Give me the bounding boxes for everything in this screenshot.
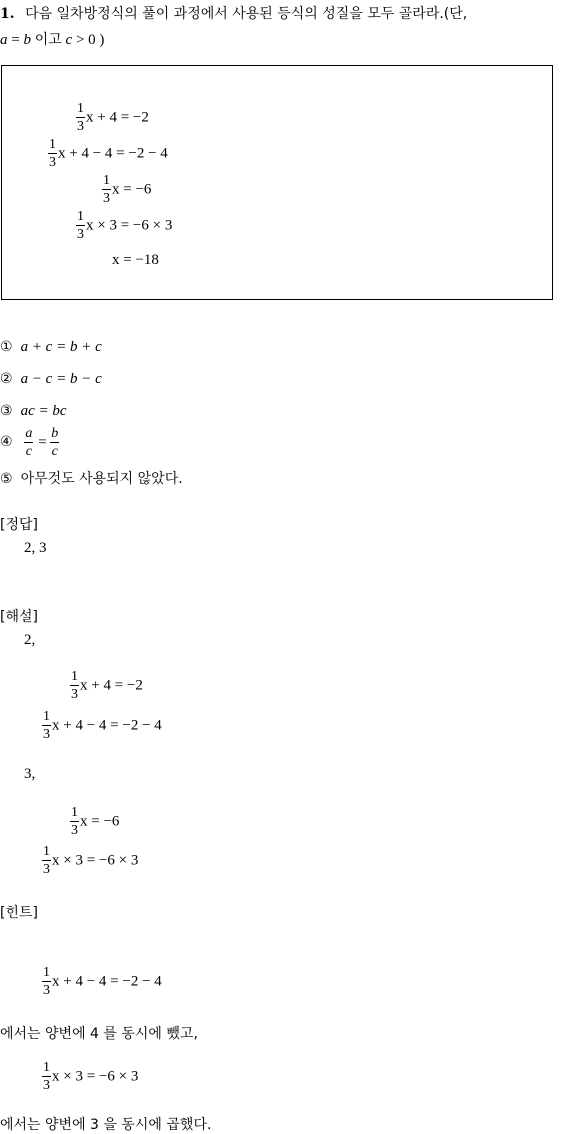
choice-expr: ac = bc xyxy=(20,403,67,419)
fraction-a-over-c: $\frac{a}{c}$ xyxy=(25,426,33,459)
explanation-eq-2b: $\frac{1}{3}$ x + 4 − 4 = −2 − 4 xyxy=(43,709,162,742)
choice-expr: a − c = b − c xyxy=(20,371,102,387)
box-step-1 xyxy=(76,102,149,134)
choice-5 xyxy=(0,468,183,488)
explanation-label-3: 3, xyxy=(24,766,36,782)
fraction-one-third: $\frac{1}{3}$ xyxy=(43,1060,50,1093)
hint-eq-2: $\frac{1}{3}$ x × 3 = −6 × 3 xyxy=(43,1060,139,1093)
question-number: 1. xyxy=(0,6,15,22)
box-step-2-expr: x + 4 − 4 = −2 − 4 xyxy=(58,145,168,162)
box-step-3 xyxy=(102,174,151,206)
box-step-5-expr: x = −18 xyxy=(112,252,159,268)
question-text: 다음 일차방정식의 풀이 과정에서 사용된 등식의 성질을 모두 골라라.(단, xyxy=(25,6,468,22)
choice-4 xyxy=(0,427,60,459)
fraction-one-third: $\frac{1}{3}$ xyxy=(43,965,50,998)
choice-mark: ① xyxy=(0,339,13,355)
choice-3 xyxy=(0,403,67,420)
fraction-one-third: $\frac{1}{3}$ xyxy=(71,805,78,838)
fraction-one-third: $\frac{1}{3}$ xyxy=(103,173,110,206)
answer-heading: [정답] xyxy=(0,517,38,533)
cond-c: c xyxy=(65,32,73,48)
box-step-5 xyxy=(112,252,159,269)
question-line-1 xyxy=(0,3,467,23)
cond-and: 이고 xyxy=(34,32,62,48)
hint-heading: [힌트] xyxy=(0,905,38,921)
choice-mark: ② xyxy=(0,371,13,387)
fraction-one-third: $\frac{1}{3}$ xyxy=(71,669,78,702)
cond-close: ) xyxy=(99,32,105,48)
box-step-4 xyxy=(76,210,172,242)
choice-mark: ⑤ xyxy=(0,471,13,487)
choice-mark: ④ xyxy=(0,434,13,451)
choice-expr: a + c = b + c xyxy=(20,339,102,355)
cond-b: b xyxy=(23,32,31,48)
explanation-eq-3a: $\frac{1}{3}$ x = −6 xyxy=(71,805,120,838)
cond-a: a xyxy=(0,32,8,48)
choice-expr: 아무것도 사용되지 않았다. xyxy=(20,471,183,487)
explanation-eq-3b: $\frac{1}{3}$ x × 3 = −6 × 3 xyxy=(43,844,139,877)
explanation-eq-2a: $\frac{1}{3}$ x + 4 = −2 xyxy=(71,669,143,702)
explanation-heading: [해설] xyxy=(0,609,38,625)
fraction-one-third: $\frac{1}{3}$ xyxy=(43,844,50,877)
box-step-2 xyxy=(48,138,168,170)
fraction-b-over-c: $\frac{b}{c}$ xyxy=(51,426,59,459)
explanation-label-2: 2, xyxy=(24,632,36,648)
fraction-one-third: $\frac{1}{3}$ xyxy=(77,101,84,134)
choice-4-eq: = xyxy=(38,434,47,451)
choice-1 xyxy=(0,339,102,356)
hint-text-2: 에서는 양변에 3 을 동시에 곱했다. xyxy=(0,1117,212,1133)
cond-eq: = xyxy=(11,32,20,48)
cond-gt: > xyxy=(75,32,85,48)
choice-mark: ③ xyxy=(0,403,13,419)
box-step-3-expr: x = −6 xyxy=(112,181,152,198)
hint-eq-1: $\frac{1}{3}$ x + 4 − 4 = −2 − 4 xyxy=(43,965,162,998)
fraction-one-third: $\frac{1}{3}$ xyxy=(43,709,50,742)
box-step-4-expr: x × 3 = −6 × 3 xyxy=(86,217,173,234)
question-condition xyxy=(0,29,104,49)
hint-text-1: 에서는 양변에 4 를 동시에 뺐고, xyxy=(0,1026,198,1042)
cond-zero: 0 xyxy=(88,32,96,48)
box-step-1-expr: x + 4 = −2 xyxy=(86,109,149,126)
answer-value: 2, 3 xyxy=(24,540,47,556)
choice-2 xyxy=(0,371,102,388)
fraction-one-third: $\frac{1}{3}$ xyxy=(49,137,56,170)
fraction-one-third: $\frac{1}{3}$ xyxy=(77,209,84,242)
